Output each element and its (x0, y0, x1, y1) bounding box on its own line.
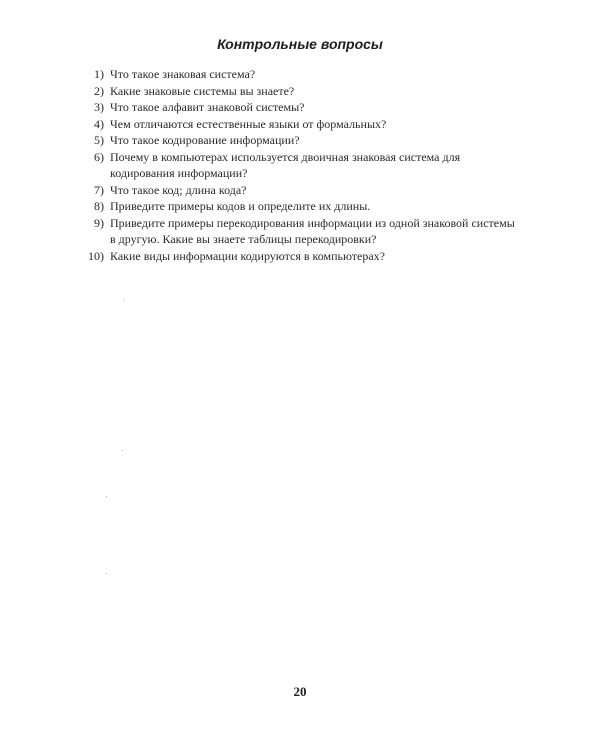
question-number: 5) (94, 133, 104, 147)
question-number: 4) (94, 116, 104, 131)
question-text: Чем отличаются естественные языки от формальных? (110, 116, 387, 131)
question-text: Что такое знаковая система? (110, 67, 256, 81)
question-number: 7) (94, 182, 104, 197)
scan-speck (124, 300, 125, 301)
question-item (80, 99, 520, 116)
question-item (80, 83, 520, 100)
question-item (80, 149, 520, 182)
question-number: 1) (94, 67, 104, 81)
question-item (80, 198, 520, 215)
page-number: 20 (293, 684, 307, 699)
question-text: Что такое кодирование информации? (110, 133, 300, 147)
question-number: 3) (94, 100, 104, 114)
question-text: Какие виды информации кодируются в компьютерах? (110, 248, 386, 263)
question-text: Приведите примеры кодов и определите их длины. (110, 199, 371, 213)
question-item (80, 116, 520, 133)
question-number: 9) (94, 215, 104, 230)
scan-speck (106, 496, 107, 497)
question-text: Что такое код; длина кода? (110, 182, 247, 197)
question-text: Приведите примеры перекодирования информации из одной знаковой системы в другую. Какие вы знаете таблицы перекодировки? (110, 215, 515, 246)
question-list (80, 66, 520, 264)
question-number: 8) (94, 199, 104, 213)
question-item (80, 248, 520, 265)
scan-speck (106, 573, 107, 574)
question-item (80, 66, 520, 83)
question-text: Какие знаковые системы вы знаете? (110, 83, 295, 98)
question-number: 10) (88, 248, 104, 263)
question-item (80, 182, 520, 199)
question-text: Что такое алфавит знаковой системы? (110, 100, 305, 114)
question-number: 2) (94, 83, 104, 98)
scan-speck (122, 450, 123, 451)
question-text: Почему в компьютерах используется двоичная знаковая система для кодирования информации? (110, 149, 461, 180)
section-heading: Контрольные вопросы (217, 36, 383, 52)
question-item (80, 215, 520, 248)
question-number: 6) (94, 149, 104, 164)
question-item (80, 132, 520, 149)
